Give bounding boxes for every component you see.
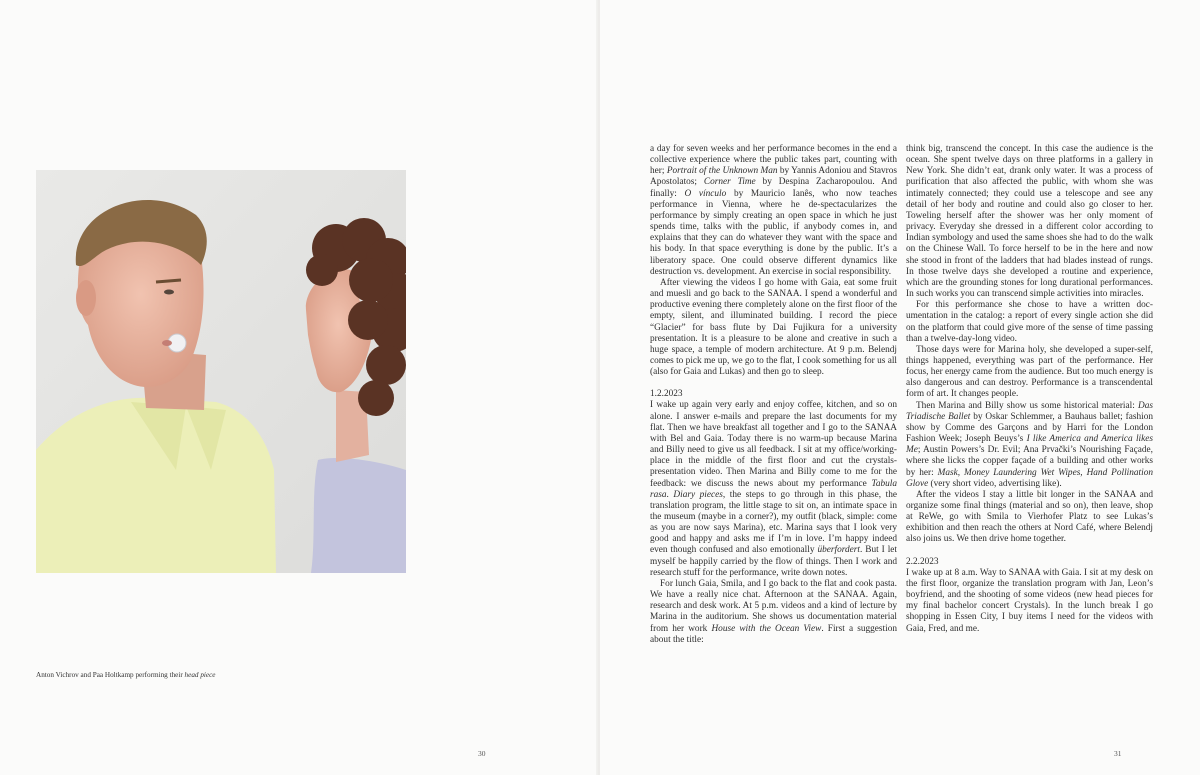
paragraph: Then Marina and Billy show us some historical material: Das Triadische Ballet by Oskar Schlemmer, a Bauhaus ballet; fashion show by Comme des Garçons and by Harri for the London Fashion Week; Joseph Beuys’s I like America and America likes Me; Austin Powers’s Dr. Evil; Ana Prvački’s Nourishing Façade, where she licks the copper façade of a building and other works by her: Mask, Money Laundering Wet Wipes, Hand Pollination Glove (very short video, advertising like). (906, 400, 1153, 489)
page-number-left: 30 (478, 749, 486, 758)
caption-italic: head piece (184, 671, 216, 679)
paragraph: I wake up again very early and enjoy coffee, kitchen, and so on alone. I answer e-mails and prepare the last documents for my flat. Then we have breakfast all together and I go to the SANAA with Bel and Gaia. Today there is no warm-up because Marina and Billy need to give us all feedback. I sit at my office/working-place in the middle of the first floor and cut the crystals-presentation video. Then Marina and Billy come to me for the feedback: we discuss the news about my performance Tabula rasa. Diary pieces, the steps to go through in this phase, the translation program, the little stage to sit on, an intimate space in the museum (maybe in a corner?), my outfit (black, simple: come as you are now says Marina), etc. Marina says that I look very good and happy and asks me if I’m in love. I’m happy indeed even though confused and also emotionally überfordert. But I let myself be happily carried by the flow of things. Then I work and research stuff for the performance, write down notes. (650, 400, 897, 578)
photo-illustration (36, 170, 406, 573)
paragraph: For lunch Gaia, Smila, and I go back to the flat and cook pasta. We have a really nice chat. Afternoon at the SANAA. Again, research and desk work. At 5 p.m. videos and a kind of lecture by Marina in the auditorium. She shows us documentation material from her work House with the Ocean View. First a suggestion about the title: (650, 578, 897, 645)
photo-caption (36, 671, 215, 679)
paragraph: After viewing the videos I go home with Gaia, eat some fruit and muesli and go back to the SANAA. I spend a wonderful and productive evening there completely alone on the first floor of the empty, silent, and illuminated building. I record the piece “Glacier” for bass flute by Dai Fujikura for a university presentation. It is a pleasure to be alone and creative in such a huge space, a temple of modern architecture. At 9 p.m. Belendj comes to pick me up, we go to the flat, I cook something for us all (also for Gaia and Lukas) and then go to sleep. (650, 277, 897, 378)
paragraph: For this performance she chose to have a written documentation in the catalog: a report of every single action she did on the platform that could give more of the sense of time passing than a twelve-day-long video. (906, 300, 1153, 344)
text-column-2 (906, 144, 1153, 635)
diary-date-heading: 2.2.2023 (906, 556, 939, 567)
text-column-1 (650, 144, 897, 646)
page-number-right: 31 (1114, 749, 1122, 758)
left-page (0, 0, 597, 775)
diary-date-heading: 1.2.2023 (650, 389, 683, 400)
paragraph: think big, transcend the concept. In this case the audience is the ocean. She spent twelve days on three platforms in a gallery in New York. She didn’t eat, drank only water. It was a process of purification that also affected the public, with whom she was intimately connected; they could use a telescope and see any detail of her body and routine and could also go closer to her. Toweling herself after the shower was her only moment of privacy. Everyday she dressed in a different color according to Indian symbology and used the same shoes she had to do the walk on the Chinese Wall. To force herself to be in the here and now she stood in front of the ladders that had blades instead of rungs. In those twelve days she developed a routine and experience, which are the grounding stones for long durational performances. In such works you can transcend simple activities into miracles. (906, 144, 1153, 300)
paragraph: Those days were for Marina holy, she developed a super-self, things happened, everything was part of the performance. Her focus, her energy came from the audience. But too much energy is also dangerous and can destroy. Performance is a transcendental form of art. It changes people. (906, 344, 1153, 400)
paragraph: After the videos I stay a little bit longer in the SANAA and organize some final things (material and so on), then leave, shop at ReWe, go with Smila to Vierhofer Platz to see Lukas’s exhibition and then reach the others at Nord Café, where Belendj also joins us. We then drive home together. (906, 489, 1153, 545)
caption-text: Anton Vichrov and Paa Holtkamp performing their (36, 671, 185, 679)
paragraph: I wake up at 8 a.m. Way to SANAA with Gaia. I sit at my desk on the first floor, organize the translation program with Jan, Leon’s boyfriend, and the shooting of some videos (new head pieces for my final bachelor concert Crystals). In the lunch break I go shopping in Essen City, I buy items I need for the videos with Gaia, Fred, and me. (906, 567, 1153, 634)
performance-photo (36, 170, 406, 573)
paragraph: a day for seven weeks and her performance becomes in the end a collective experience where the public takes part, counting with her; Portrait of the Unknown Man by Yannis Adoniou and Stavros Apostolatos; Corner Time by Despina Zacharopoulou. And finally: O vínculo by Mauricio Ianês, who now teaches performance in Vienna, where he de-spectacularizes the performance by simply creating an open space in which he just spends time, talks with the public, if anybody comes in, and explains that they can do whatever they want with the space and his body. In that space everything is done by the public. It’s a liberatory space. One could observe different dynamics like destruction vs. development. An exercise in social responsibility. (650, 144, 898, 277)
